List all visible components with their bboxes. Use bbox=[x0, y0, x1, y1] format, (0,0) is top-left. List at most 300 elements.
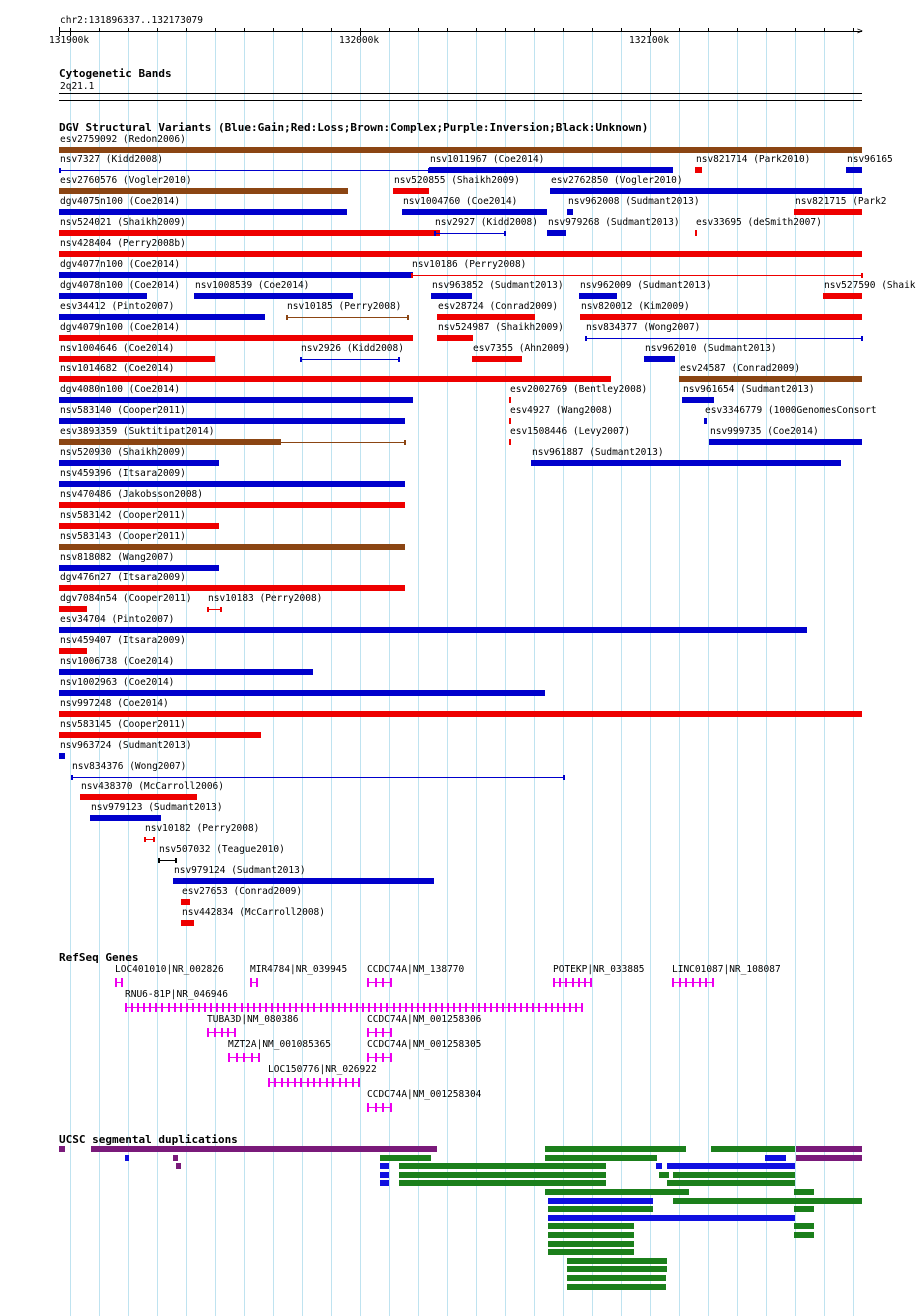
dgv-feature-bar[interactable] bbox=[550, 188, 862, 194]
segdup-bar[interactable] bbox=[567, 1275, 666, 1281]
refseq-gene-label[interactable]: LOC150776|NR_026922 bbox=[268, 1064, 377, 1075]
refseq-gene-exon[interactable] bbox=[441, 1003, 443, 1012]
refseq-gene-exon[interactable] bbox=[319, 1078, 321, 1087]
refseq-gene-exon[interactable] bbox=[234, 1028, 236, 1037]
refseq-gene-exon[interactable] bbox=[368, 1003, 370, 1012]
dgv-feature-bar[interactable] bbox=[59, 753, 65, 759]
segdup-bar[interactable] bbox=[548, 1232, 634, 1238]
dgv-feature-label[interactable]: nsv520855 (Shaikh2009) bbox=[394, 175, 520, 186]
dgv-feature-bar[interactable] bbox=[823, 293, 862, 299]
segdup-bar[interactable] bbox=[548, 1241, 634, 1247]
refseq-gene-exon[interactable] bbox=[204, 1003, 206, 1012]
refseq-gene-exon[interactable] bbox=[390, 1053, 392, 1062]
dgv-feature-label[interactable]: dgv4079n100 (Coe2014) bbox=[60, 322, 181, 333]
dgv-feature-label[interactable]: nsv1011967 (Coe2014) bbox=[430, 154, 545, 165]
refseq-gene-exon[interactable] bbox=[590, 978, 592, 987]
dgv-feature-label[interactable]: esv27653 (Conrad2009) bbox=[182, 886, 303, 897]
refseq-gene-exon[interactable] bbox=[553, 978, 555, 987]
refseq-gene-exon[interactable] bbox=[332, 1078, 334, 1087]
dgv-feature-label[interactable]: nsv10182 (Perry2008) bbox=[145, 823, 260, 834]
segdup-bar[interactable] bbox=[173, 1155, 178, 1161]
refseq-gene-label[interactable]: CCDC74A|NM_138770 bbox=[367, 964, 465, 975]
dgv-feature-label[interactable]: dgv4077n100 (Coe2014) bbox=[60, 259, 181, 270]
dgv-feature-label[interactable]: nsv979123 (Sudmant2013) bbox=[91, 802, 223, 813]
dgv-feature-label[interactable]: esv2759092 (Redon2006) bbox=[60, 134, 186, 145]
dgv-feature-bar[interactable] bbox=[531, 460, 841, 466]
segdup-bar[interactable] bbox=[59, 1146, 65, 1152]
refseq-gene-exon[interactable] bbox=[192, 1003, 194, 1012]
dgv-feature-label[interactable]: nsv1014682 (Coe2014) bbox=[60, 363, 175, 374]
refseq-gene-exon[interactable] bbox=[484, 1003, 486, 1012]
dgv-feature-label[interactable]: nsv999735 (Coe2014) bbox=[710, 426, 819, 437]
dgv-feature-label[interactable]: nsv979268 (Sudmant2013) bbox=[548, 217, 680, 228]
dgv-feature-line[interactable] bbox=[300, 359, 399, 360]
refseq-gene-exon[interactable] bbox=[295, 1003, 297, 1012]
refseq-gene-exon[interactable] bbox=[685, 978, 687, 987]
refseq-gene-exon[interactable] bbox=[287, 1078, 289, 1087]
dgv-feature-bar[interactable] bbox=[59, 627, 807, 633]
dgv-feature-bar[interactable] bbox=[80, 794, 197, 800]
refseq-gene-exon[interactable] bbox=[526, 1003, 528, 1012]
dgv-feature-label[interactable]: nsv2926 (Kidd2008) bbox=[301, 343, 404, 354]
refseq-gene-exon[interactable] bbox=[545, 1003, 547, 1012]
refseq-gene-exon[interactable] bbox=[207, 1028, 209, 1037]
dgv-feature-label[interactable]: esv34704 (Pinto2007) bbox=[60, 614, 175, 625]
dgv-feature-label[interactable]: nsv963852 (Sudmant2013) bbox=[432, 280, 564, 291]
dgv-feature-bar[interactable] bbox=[194, 293, 353, 299]
refseq-gene-exon[interactable] bbox=[447, 1003, 449, 1012]
refseq-gene-exon[interactable] bbox=[575, 1003, 577, 1012]
refseq-gene-exon[interactable] bbox=[393, 1003, 395, 1012]
dgv-feature-bar[interactable] bbox=[579, 293, 617, 299]
dgv-feature-bar[interactable] bbox=[59, 376, 611, 382]
refseq-gene-exon[interactable] bbox=[435, 1003, 437, 1012]
dgv-feature-line[interactable] bbox=[585, 338, 862, 339]
refseq-gene-exon[interactable] bbox=[149, 1003, 151, 1012]
refseq-gene-label[interactable]: CCDC74A|NM_001258306 bbox=[367, 1014, 482, 1025]
refseq-gene-exon[interactable] bbox=[559, 978, 561, 987]
dgv-feature-bar[interactable] bbox=[59, 690, 545, 696]
segdup-bar[interactable] bbox=[399, 1180, 606, 1186]
refseq-gene-exon[interactable] bbox=[490, 1003, 492, 1012]
segdup-bar[interactable] bbox=[176, 1163, 181, 1169]
refseq-gene-exon[interactable] bbox=[375, 1053, 377, 1062]
segdup-bar[interactable] bbox=[673, 1172, 795, 1178]
dgv-feature-label[interactable]: dgv4075n100 (Coe2014) bbox=[60, 196, 181, 207]
dgv-feature-bar[interactable] bbox=[59, 669, 313, 675]
dgv-feature-bar[interactable] bbox=[59, 648, 87, 654]
dgv-feature-line[interactable] bbox=[286, 317, 408, 318]
dgv-feature-label[interactable]: nsv442834 (McCarroll2008) bbox=[182, 907, 325, 918]
dgv-feature-bar[interactable] bbox=[682, 397, 714, 403]
dgv-feature-label[interactable]: nsv520930 (Shaikh2009) bbox=[60, 447, 186, 458]
dgv-feature-label[interactable]: esv2002769 (Bentley2008) bbox=[510, 384, 648, 395]
dgv-feature-bar[interactable] bbox=[794, 209, 862, 215]
refseq-gene-exon[interactable] bbox=[532, 1003, 534, 1012]
refseq-gene-label[interactable]: CCDC74A|NM_001258304 bbox=[367, 1089, 482, 1100]
refseq-gene-exon[interactable] bbox=[221, 1028, 223, 1037]
dgv-feature-bar[interactable] bbox=[181, 920, 194, 926]
refseq-gene-exon[interactable] bbox=[417, 1003, 419, 1012]
segdup-bar[interactable] bbox=[548, 1249, 634, 1255]
refseq-gene-exon[interactable] bbox=[289, 1003, 291, 1012]
refseq-gene-exon[interactable] bbox=[565, 978, 567, 987]
dgv-feature-label[interactable]: nsv583140 (Cooper2011) bbox=[60, 405, 186, 416]
dgv-feature-bar[interactable] bbox=[547, 230, 566, 236]
segdup-bar[interactable] bbox=[673, 1198, 862, 1204]
refseq-gene-exon[interactable] bbox=[131, 1003, 133, 1012]
refseq-gene-exon[interactable] bbox=[390, 1103, 392, 1112]
dgv-feature-label[interactable]: nsv507032 (Teague2010) bbox=[159, 844, 285, 855]
refseq-gene-exon[interactable] bbox=[557, 1003, 559, 1012]
dgv-feature-line[interactable] bbox=[434, 233, 505, 234]
refseq-gene-label[interactable]: RNU6-81P|NR_046946 bbox=[125, 989, 228, 1000]
refseq-gene-exon[interactable] bbox=[380, 1003, 382, 1012]
dgv-feature-label[interactable]: nsv524021 (Shaikh2009) bbox=[60, 217, 186, 228]
dgv-feature-label[interactable]: esv33695 (deSmith2007) bbox=[696, 217, 822, 228]
refseq-gene-label[interactable]: TUBA3D|NM_080386 bbox=[207, 1014, 299, 1025]
refseq-gene-exon[interactable] bbox=[168, 1003, 170, 1012]
dgv-feature-label[interactable]: nsv1006738 (Coe2014) bbox=[60, 656, 175, 667]
dgv-feature-bar[interactable] bbox=[846, 167, 862, 173]
refseq-gene-exon[interactable] bbox=[551, 1003, 553, 1012]
refseq-gene-exon[interactable] bbox=[198, 1003, 200, 1012]
refseq-gene-exon[interactable] bbox=[569, 1003, 571, 1012]
dgv-feature-label[interactable]: nsv470486 (Jakobsson2008) bbox=[60, 489, 203, 500]
refseq-gene-exon[interactable] bbox=[227, 1028, 229, 1037]
refseq-gene-exon[interactable] bbox=[250, 978, 252, 987]
refseq-gene-exon[interactable] bbox=[429, 1003, 431, 1012]
dgv-feature-label[interactable]: nsv583143 (Cooper2011) bbox=[60, 531, 186, 542]
refseq-gene-exon[interactable] bbox=[411, 1003, 413, 1012]
dgv-feature-bar[interactable] bbox=[90, 815, 161, 821]
dgv-feature-label[interactable]: nsv962009 (Sudmant2013) bbox=[580, 280, 712, 291]
dgv-feature-label[interactable]: nsv979124 (Sudmant2013) bbox=[174, 865, 306, 876]
dgv-feature-label[interactable]: dgv476n27 (Itsara2009) bbox=[60, 572, 186, 583]
dgv-feature-label[interactable]: nsv961887 (Sudmant2013) bbox=[532, 447, 664, 458]
segdup-bar[interactable] bbox=[659, 1172, 669, 1178]
refseq-gene-exon[interactable] bbox=[382, 1053, 384, 1062]
cytoband-track-title[interactable]: Cytogenetic Bands bbox=[59, 67, 172, 80]
refseq-gene-exon[interactable] bbox=[313, 1003, 315, 1012]
refseq-gene-exon[interactable] bbox=[508, 1003, 510, 1012]
dgv-feature-bar[interactable] bbox=[509, 418, 511, 424]
dgv-feature-label[interactable]: dgv7084n54 (Cooper2011) bbox=[60, 593, 192, 604]
refseq-gene-exon[interactable] bbox=[375, 1028, 377, 1037]
dgv-feature-label[interactable]: esv28724 (Conrad2009) bbox=[438, 301, 559, 312]
refseq-gene-exon[interactable] bbox=[350, 1003, 352, 1012]
segdup-bar[interactable] bbox=[399, 1163, 606, 1169]
dgv-feature-bar[interactable] bbox=[59, 732, 261, 738]
dgv-feature-label[interactable]: esv2760576 (Vogler2010) bbox=[60, 175, 192, 186]
dgv-feature-bar[interactable] bbox=[59, 314, 265, 320]
dgv-feature-label[interactable]: nsv96165 bbox=[847, 154, 893, 165]
refseq-gene-exon[interactable] bbox=[332, 1003, 334, 1012]
refseq-gene-exon[interactable] bbox=[259, 1003, 261, 1012]
dgv-feature-bar[interactable] bbox=[393, 188, 429, 194]
refseq-gene-exon[interactable] bbox=[339, 1078, 341, 1087]
dgv-feature-bar[interactable] bbox=[59, 606, 87, 612]
dgv-feature-bar[interactable] bbox=[173, 878, 434, 884]
segdup-bar[interactable] bbox=[380, 1172, 389, 1178]
refseq-gene-exon[interactable] bbox=[362, 1003, 364, 1012]
segdup-bar[interactable] bbox=[548, 1223, 634, 1229]
refseq-gene-exon[interactable] bbox=[236, 1053, 238, 1062]
segdup-bar[interactable] bbox=[794, 1206, 814, 1212]
segdup-bar[interactable] bbox=[567, 1284, 666, 1290]
dgv-feature-label[interactable]: esv3346779 (1000GenomesConsort bbox=[705, 405, 877, 416]
refseq-gene-exon[interactable] bbox=[258, 1053, 260, 1062]
dgv-feature-label[interactable]: dgv4078n100 (Coe2014) bbox=[60, 280, 181, 291]
refseq-gene-exon[interactable] bbox=[367, 978, 369, 987]
dgv-feature-bar[interactable] bbox=[59, 585, 405, 591]
dgv-feature-bar[interactable] bbox=[59, 460, 219, 466]
dgv-feature-label[interactable]: nsv10183 (Perry2008) bbox=[208, 593, 323, 604]
dgv-feature-label[interactable]: esv7355 (Ahn2009) bbox=[473, 343, 571, 354]
refseq-gene-exon[interactable] bbox=[679, 978, 681, 987]
dgv-feature-bar[interactable] bbox=[59, 502, 405, 508]
dgv-feature-label[interactable]: nsv438370 (McCarroll2006) bbox=[81, 781, 224, 792]
segdup-bar[interactable] bbox=[567, 1258, 667, 1264]
dgv-feature-bar[interactable] bbox=[709, 439, 862, 445]
refseq-gene-exon[interactable] bbox=[307, 1003, 309, 1012]
refseq-gene-exon[interactable] bbox=[382, 1103, 384, 1112]
refseq-gene-exon[interactable] bbox=[228, 1003, 230, 1012]
refseq-gene-exon[interactable] bbox=[251, 1053, 253, 1062]
refseq-gene-exon[interactable] bbox=[121, 978, 123, 987]
refseq-gene-exon[interactable] bbox=[281, 1078, 283, 1087]
segdup-bar[interactable] bbox=[548, 1206, 653, 1212]
refseq-gene-exon[interactable] bbox=[228, 1053, 230, 1062]
refseq-gene-label[interactable]: LOC401010|NR_002826 bbox=[115, 964, 224, 975]
dgv-feature-bar[interactable] bbox=[644, 356, 675, 362]
refseq-gene-exon[interactable] bbox=[374, 1003, 376, 1012]
refseq-gene-exon[interactable] bbox=[115, 978, 117, 987]
segdup-bar[interactable] bbox=[794, 1223, 814, 1229]
segdup-bar[interactable] bbox=[91, 1146, 437, 1152]
refseq-gene-exon[interactable] bbox=[210, 1003, 212, 1012]
dgv-feature-label[interactable]: nsv1008539 (Coe2014) bbox=[195, 280, 310, 291]
dgv-feature-label[interactable]: esv34412 (Pinto2007) bbox=[60, 301, 175, 312]
segdup-bar[interactable] bbox=[380, 1180, 389, 1186]
refseq-gene-exon[interactable] bbox=[375, 1103, 377, 1112]
dgv-feature-line[interactable] bbox=[281, 442, 405, 443]
refseq-gene-exon[interactable] bbox=[563, 1003, 565, 1012]
refseq-gene-exon[interactable] bbox=[301, 1003, 303, 1012]
dgv-feature-line[interactable] bbox=[71, 777, 564, 778]
refseq-gene-exon[interactable] bbox=[352, 1078, 354, 1087]
dgv-feature-label[interactable]: nsv963724 (Sudmant2013) bbox=[60, 740, 192, 751]
segdup-track-title[interactable]: UCSC segmental duplications bbox=[59, 1133, 238, 1146]
dgv-feature-label[interactable]: nsv821714 (Park2010) bbox=[696, 154, 811, 165]
dgv-feature-line[interactable] bbox=[59, 170, 429, 171]
dgv-feature-label[interactable]: nsv459407 (Itsara2009) bbox=[60, 635, 186, 646]
dgv-feature-bar[interactable] bbox=[431, 293, 472, 299]
dgv-feature-bar[interactable] bbox=[695, 167, 702, 173]
refseq-gene-exon[interactable] bbox=[241, 1003, 243, 1012]
dgv-feature-line[interactable] bbox=[158, 860, 176, 861]
refseq-gene-exon[interactable] bbox=[125, 1003, 127, 1012]
dgv-feature-bar[interactable] bbox=[429, 167, 673, 173]
refseq-gene-exon[interactable] bbox=[514, 1003, 516, 1012]
refseq-gene-label[interactable]: LINC01087|NR_108087 bbox=[672, 964, 781, 975]
dgv-feature-bar[interactable] bbox=[509, 439, 511, 445]
dgv-feature-label[interactable]: nsv821715 (Park2 bbox=[795, 196, 887, 207]
segdup-bar[interactable] bbox=[399, 1172, 606, 1178]
refseq-gene-exon[interactable] bbox=[137, 1003, 139, 1012]
segdup-bar[interactable] bbox=[545, 1189, 689, 1195]
refseq-gene-exon[interactable] bbox=[180, 1003, 182, 1012]
segdup-bar[interactable] bbox=[125, 1155, 129, 1161]
dgv-feature-bar[interactable] bbox=[59, 251, 862, 257]
segdup-bar[interactable] bbox=[667, 1180, 795, 1186]
refseq-gene-exon[interactable] bbox=[692, 978, 694, 987]
dgv-feature-label[interactable]: nsv961654 (Sudmant2013) bbox=[683, 384, 815, 395]
segdup-bar[interactable] bbox=[796, 1155, 862, 1161]
refseq-gene-intron[interactable] bbox=[367, 1107, 392, 1108]
refseq-gene-exon[interactable] bbox=[271, 1003, 273, 1012]
refseq-gene-label[interactable]: MIR4784|NR_039945 bbox=[250, 964, 348, 975]
segdup-bar[interactable] bbox=[380, 1163, 389, 1169]
refseq-gene-exon[interactable] bbox=[307, 1078, 309, 1087]
refseq-gene-exon[interactable] bbox=[338, 1003, 340, 1012]
dgv-feature-label[interactable]: nsv1004646 (Coe2014) bbox=[60, 343, 175, 354]
dgv-feature-label[interactable]: dgv4080n100 (Coe2014) bbox=[60, 384, 181, 395]
dgv-feature-bar[interactable] bbox=[59, 397, 413, 403]
dgv-feature-bar[interactable] bbox=[59, 544, 405, 550]
refseq-gene-exon[interactable] bbox=[283, 1003, 285, 1012]
refseq-gene-exon[interactable] bbox=[326, 1078, 328, 1087]
refseq-gene-exon[interactable] bbox=[578, 978, 580, 987]
refseq-gene-exon[interactable] bbox=[390, 978, 392, 987]
refseq-gene-exon[interactable] bbox=[423, 1003, 425, 1012]
refseq-gene-exon[interactable] bbox=[274, 1078, 276, 1087]
dgv-feature-label[interactable]: nsv459396 (Itsara2009) bbox=[60, 468, 186, 479]
refseq-gene-label[interactable]: POTEKP|NR_033885 bbox=[553, 964, 645, 975]
refseq-gene-exon[interactable] bbox=[344, 1003, 346, 1012]
dgv-feature-bar[interactable] bbox=[402, 209, 547, 215]
dgv-feature-label[interactable]: nsv527590 (Shaik bbox=[824, 280, 916, 291]
dgv-feature-bar[interactable] bbox=[59, 565, 219, 571]
refseq-gene-exon[interactable] bbox=[382, 978, 384, 987]
refseq-gene-exon[interactable] bbox=[572, 978, 574, 987]
refseq-gene-exon[interactable] bbox=[502, 1003, 504, 1012]
dgv-feature-label[interactable]: nsv834377 (Wong2007) bbox=[586, 322, 701, 333]
dgv-feature-bar[interactable] bbox=[59, 356, 215, 362]
dgv-feature-label[interactable]: nsv7327 (Kidd2008) bbox=[60, 154, 163, 165]
segdup-bar[interactable] bbox=[794, 1189, 814, 1195]
dgv-feature-bar[interactable] bbox=[59, 293, 147, 299]
refseq-gene-exon[interactable] bbox=[390, 1028, 392, 1037]
refseq-track-title[interactable]: RefSeq Genes bbox=[59, 951, 139, 964]
refseq-gene-label[interactable]: CCDC74A|NM_001258305 bbox=[367, 1039, 482, 1050]
segdup-bar[interactable] bbox=[567, 1266, 667, 1272]
refseq-gene-exon[interactable] bbox=[345, 1078, 347, 1087]
refseq-gene-intron[interactable] bbox=[367, 1057, 392, 1058]
dgv-feature-label[interactable]: nsv583145 (Cooper2011) bbox=[60, 719, 186, 730]
refseq-gene-exon[interactable] bbox=[478, 1003, 480, 1012]
dgv-feature-bar[interactable] bbox=[59, 272, 413, 278]
segdup-bar[interactable] bbox=[548, 1215, 795, 1221]
refseq-gene-exon[interactable] bbox=[265, 1003, 267, 1012]
dgv-feature-line[interactable] bbox=[411, 275, 862, 276]
refseq-gene-exon[interactable] bbox=[234, 1003, 236, 1012]
segdup-bar[interactable] bbox=[545, 1155, 657, 1161]
dgv-feature-line[interactable] bbox=[207, 609, 221, 610]
refseq-gene-exon[interactable] bbox=[581, 1003, 583, 1012]
dgv-feature-label[interactable]: nsv1004760 (Coe2014) bbox=[403, 196, 518, 207]
refseq-gene-exon[interactable] bbox=[386, 1003, 388, 1012]
refseq-gene-exon[interactable] bbox=[472, 1003, 474, 1012]
dgv-feature-bar[interactable] bbox=[59, 523, 219, 529]
segdup-bar[interactable] bbox=[765, 1155, 786, 1161]
refseq-gene-exon[interactable] bbox=[712, 978, 714, 987]
refseq-gene-exon[interactable] bbox=[358, 1078, 360, 1087]
dgv-feature-bar[interactable] bbox=[59, 230, 440, 236]
refseq-gene-exon[interactable] bbox=[453, 1003, 455, 1012]
dgv-feature-label[interactable]: nsv10186 (Perry2008) bbox=[412, 259, 527, 270]
refseq-gene-exon[interactable] bbox=[320, 1003, 322, 1012]
dgv-feature-label[interactable]: nsv2927 (Kidd2008) bbox=[435, 217, 538, 228]
dgv-feature-label[interactable]: nsv524987 (Shaikh2009) bbox=[438, 322, 564, 333]
refseq-gene-exon[interactable] bbox=[326, 1003, 328, 1012]
refseq-gene-intron[interactable] bbox=[367, 1032, 392, 1033]
refseq-gene-exon[interactable] bbox=[356, 1003, 358, 1012]
dgv-feature-bar[interactable] bbox=[59, 335, 413, 341]
segdup-bar[interactable] bbox=[656, 1163, 662, 1169]
refseq-gene-exon[interactable] bbox=[214, 1028, 216, 1037]
refseq-gene-exon[interactable] bbox=[161, 1003, 163, 1012]
segdup-bar[interactable] bbox=[794, 1232, 814, 1238]
segdup-bar[interactable] bbox=[548, 1198, 653, 1204]
dgv-feature-label[interactable]: esv4927 (Wang2008) bbox=[510, 405, 613, 416]
refseq-gene-exon[interactable] bbox=[496, 1003, 498, 1012]
dgv-feature-bar[interactable] bbox=[59, 439, 281, 445]
dgv-feature-label[interactable]: nsv834376 (Wong2007) bbox=[72, 761, 187, 772]
dgv-feature-label[interactable]: nsv820012 (Kim2009) bbox=[581, 301, 690, 312]
dgv-feature-bar[interactable] bbox=[59, 147, 862, 153]
dgv-feature-bar[interactable] bbox=[59, 209, 347, 215]
refseq-gene-exon[interactable] bbox=[367, 1028, 369, 1037]
refseq-gene-exon[interactable] bbox=[247, 1003, 249, 1012]
refseq-gene-exon[interactable] bbox=[155, 1003, 157, 1012]
refseq-gene-intron[interactable] bbox=[367, 982, 392, 983]
dgv-feature-bar[interactable] bbox=[472, 356, 522, 362]
segdup-bar[interactable] bbox=[380, 1155, 431, 1161]
dgv-track-title[interactable]: DGV Structural Variants (Blue:Gain;Red:Loss;Brown:Complex;Purple:Inversion;Black:Unknown) bbox=[59, 121, 649, 134]
refseq-gene-exon[interactable] bbox=[216, 1003, 218, 1012]
refseq-gene-exon[interactable] bbox=[277, 1003, 279, 1012]
refseq-gene-exon[interactable] bbox=[243, 1053, 245, 1062]
dgv-feature-bar[interactable] bbox=[580, 314, 862, 320]
dgv-feature-bar[interactable] bbox=[567, 209, 573, 215]
dgv-feature-label[interactable]: nsv583142 (Cooper2011) bbox=[60, 510, 186, 521]
dgv-feature-bar[interactable] bbox=[437, 335, 473, 341]
dgv-feature-label[interactable]: esv24587 (Conrad2009) bbox=[680, 363, 801, 374]
dgv-feature-label[interactable]: nsv997248 (Coe2014) bbox=[60, 698, 169, 709]
dgv-feature-bar[interactable] bbox=[59, 481, 405, 487]
refseq-gene-exon[interactable] bbox=[222, 1003, 224, 1012]
refseq-gene-exon[interactable] bbox=[405, 1003, 407, 1012]
refseq-gene-exon[interactable] bbox=[584, 978, 586, 987]
dgv-feature-bar[interactable] bbox=[59, 711, 862, 717]
refseq-gene-exon[interactable] bbox=[538, 1003, 540, 1012]
refseq-gene-exon[interactable] bbox=[699, 978, 701, 987]
refseq-gene-exon[interactable] bbox=[294, 1078, 296, 1087]
segdup-bar[interactable] bbox=[667, 1163, 795, 1169]
refseq-gene-exon[interactable] bbox=[253, 1003, 255, 1012]
dgv-feature-label[interactable]: esv1508446 (Levy2007) bbox=[510, 426, 631, 437]
